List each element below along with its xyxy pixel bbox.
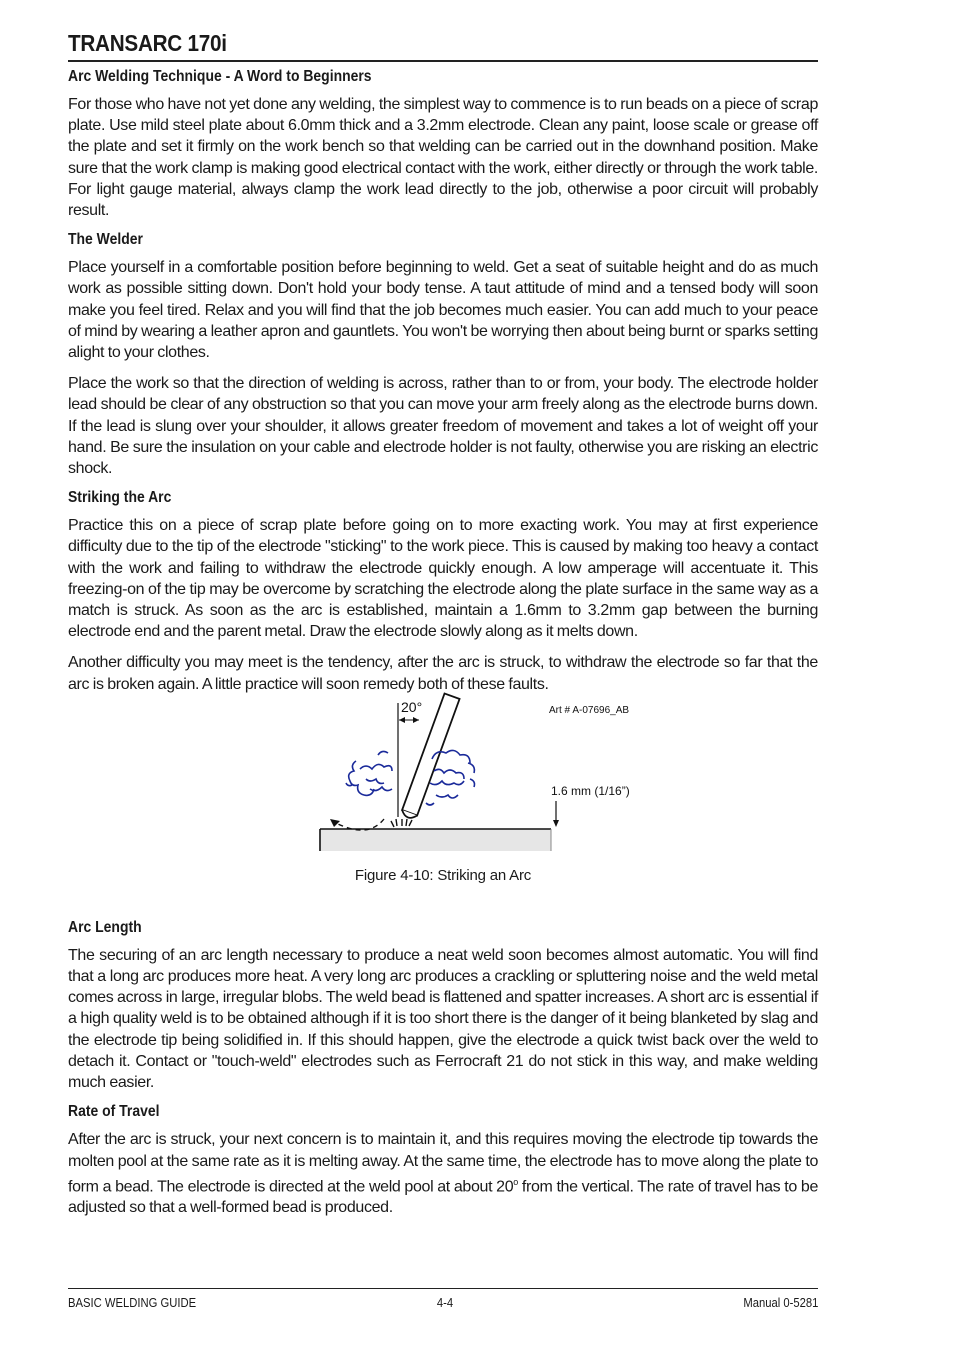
- gap-label: 1.6 mm (1/16”): [551, 783, 630, 798]
- page: [68, 28, 818, 1228]
- paragraph: The securing of an arc length necessary to produce a neat weld soon becomes almost automatic. You will find that a long arc produces more heat. A very long arc produces a crackling or spluttering noise and the weld metal comes across in large, irregular blobs. The weld bead is flattened and spatter increases. A short arc is essential if a high quality weld is to be obtained although if it is too short there is the danger of it being blanketed by slag and the electrode tip being solidified in. If this should happen, give the electrode a quick twist back over the weld to detach it. Contact or "touch-weld" electrodes such as Ferrocraft 21 do not stick in this way, and make welding much easier.: [68, 946, 818, 1092]
- paragraph-text: After the arc is struck, your next concern is to maintain it, and this requires moving the electrode tip towards the molten pool at the same rate as it is melting away. At the same time, the electrode has to move along the plate to form a bead. The electrode is directed at the weld pool at about 20: [68, 1131, 818, 1196]
- paragraph: Place yourself in a comfortable position before beginning to weld. Get a seat of suitable height and do as much work as possible sitting down. Don't hold your body tense. A taut attitude of mind and a tensed body will soon make you feel tired. Relax and you will find that the job becomes much easier. You can add much to your peace of mind by wearing a leather apron and gauntlets. You won't be worrying then about being burnt or sparks setting alight to your clothes.: [68, 259, 818, 362]
- footer-rule: [68, 1288, 818, 1289]
- section-striking-the-arc: [68, 489, 818, 695]
- section-arc-length: [68, 919, 818, 1093]
- travel-arrowhead: [330, 819, 340, 827]
- section-heading: Arc Welding Technique - A Word to Beginners: [68, 68, 372, 85]
- paragraph-text: from the vertical. The rate of travel has to be adjusted so that a well-formed bead is produced.: [68, 1178, 819, 1217]
- title-rule: [68, 60, 818, 62]
- section-rate-of-travel: [68, 1103, 818, 1218]
- section-heading: Arc Length: [68, 918, 142, 936]
- section-heading: The Welder: [68, 231, 143, 249]
- manual-number: Manual 0-5281: [742, 1296, 818, 1310]
- arc-diagram: [308, 698, 630, 864]
- figure-striking-an-arc: [68, 699, 818, 909]
- shielding-gas-left: [346, 751, 392, 795]
- footer-left: BASIC WELDING GUIDE: [68, 1296, 197, 1310]
- section-heading: Rate of Travel: [68, 1103, 160, 1121]
- paragraph: For those who have not yet done any welding, the simplest way to commence is to run beads on a piece of scrap plate. Use mild steel plate about 6.0mm thick and a 3.2mm electrode. Clean any paint, loose scale or grease off the plate and set it firmly on the work bench so that welding can be carried out in the downhand position. Make sure that the work clamp is making good electrical contact with the work, either directly or through the work table. For light gauge material, always clamp the work lead directly to the job, otherwise a poor circuit will probably result.: [68, 96, 818, 220]
- page-number: 4-4: [436, 1296, 454, 1310]
- work-plate: [320, 829, 551, 851]
- section-arc-welding-technique: [68, 68, 818, 221]
- section-the-welder: [68, 231, 818, 479]
- degree-superscript: o: [513, 1176, 518, 1187]
- paragraph: Practice this on a piece of scrap plate before going on to more exacting work. You may at first experience difficulty due to the tip of the electrode "sticking" to the work piece. This is caused by making too heavy a contact with the work and failing to withdraw the electrode quickly enough. A low amperage will accentuate it. This freezing-on of the tip may be overcome by scratching the electrode along the plate surface in the same way as a match is struck. As soon as the arc is established, maintain a 1.6mm to 3.2mm gap between the burning electrode end and the parent metal. Draw the electrode slowly along as it melts down.: [68, 517, 818, 641]
- arc-sparks: [391, 819, 412, 827]
- paragraph: Another difficulty you may meet is the tendency, after the arc is struck, to withdraw the electrode so far that the arc is broken again. A little practice will soon remedy both of these faults.: [68, 654, 818, 693]
- paragraph: [68, 1129, 818, 1218]
- art-number-label: Art # A-07696_AB: [549, 704, 630, 716]
- paragraph: Place the work so that the direction of welding is across, rather than to or from, your body. The electrode holder lead should be clear of any obstruction so that you can move your arm freely along as the electrode burns down. If the lead is slung over your shoulder, it allows greater freedom of movement and takes a lot of weight off your hand. Be sure the insulation on your cable and electrode holder is not faulty, otherwise you are risking an electric shock.: [68, 375, 818, 478]
- document-title: TRANSARC 170i: [68, 30, 227, 56]
- figure-caption: Figure 4-10: Striking an Arc: [354, 866, 532, 884]
- section-heading: Striking the Arc: [68, 489, 172, 507]
- page-footer: [68, 1296, 818, 1314]
- angle-label: 20°: [401, 698, 423, 715]
